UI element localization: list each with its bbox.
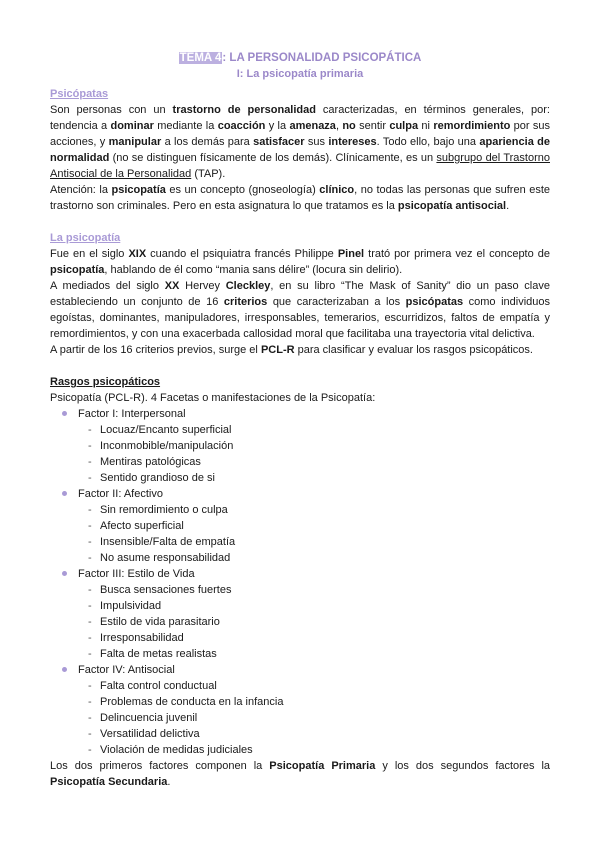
text-run: por sus acciones, y xyxy=(50,120,551,148)
bold-term: manipular xyxy=(108,136,162,148)
text-run: cuando el psiquiatra francés Philippe xyxy=(146,248,338,260)
bold-term: coacción xyxy=(217,120,266,132)
trait-label: Falta control conductual xyxy=(100,680,217,692)
text-run: caracterizadas, en términos generales, por: tendencia a xyxy=(50,104,550,132)
text-run: Fue en el siglo xyxy=(50,248,129,260)
text-run: como individuos egoístas, dominantes, manipuladores, irresponsables, temerarios, escurridizos, faltos de empatía y remordimientos, y con una exacerbada callosidad moral que facilitaba una trayectoria vital delictiva. xyxy=(50,296,550,340)
text-run: A mediados del siglo xyxy=(50,280,165,292)
paragraph: Psicopatía (PCL-R). 4 Facetas o manifestaciones de la Psicopatía: xyxy=(50,392,376,404)
bold-term: psicopatía xyxy=(111,184,166,196)
dash-marker: - xyxy=(88,472,92,484)
trait-item xyxy=(88,550,550,566)
text-run: (TAP). xyxy=(191,168,226,180)
bold-term: psicopatía antisocial xyxy=(397,200,507,212)
text-run: que caracterizaban a los xyxy=(267,296,406,308)
trait-label: Inconmobible/manipulación xyxy=(100,440,234,452)
bold-term: satisfacer xyxy=(253,136,305,148)
text-run: sentir xyxy=(355,120,390,132)
dash-marker: - xyxy=(88,744,92,756)
trait-label: Sin remordimiento o culpa xyxy=(100,504,228,516)
bold-term: XIX xyxy=(128,248,147,260)
text-run: para clasificar y evaluar los rasgos psicopáticos. xyxy=(294,344,533,356)
paragraph xyxy=(50,758,550,790)
dash-marker: - xyxy=(88,632,92,644)
trait-item xyxy=(88,726,550,742)
text-run: y la xyxy=(265,120,290,132)
bold-term: criterios xyxy=(223,296,268,308)
bold-term: PCL-R xyxy=(260,344,295,356)
trait-item xyxy=(88,518,550,534)
dash-marker: - xyxy=(88,504,92,516)
bold-term: amenaza xyxy=(289,120,336,132)
trait-label: Mentiras patológicas xyxy=(100,456,201,468)
factor-label: Factor IV: Antisocial xyxy=(78,664,175,676)
dash-marker: - xyxy=(88,696,92,708)
dash-marker: - xyxy=(88,712,92,724)
bold-term: Cleckley xyxy=(225,280,271,292)
factor-subitems xyxy=(78,678,550,758)
bold-term: dominar xyxy=(110,120,154,132)
bold-term: remordimiento xyxy=(433,120,511,132)
section-heading-psicopatas: Psicópatas xyxy=(50,88,109,100)
underlined-term: subgrupo del Trastorno Antisocial de la Personalidad xyxy=(50,152,550,180)
trait-item xyxy=(88,710,550,726)
bold-term: psicopatía xyxy=(50,264,105,276)
trait-item xyxy=(88,502,550,518)
paragraph xyxy=(50,278,550,342)
trait-item xyxy=(88,694,550,710)
text-run: . xyxy=(167,776,171,788)
factor-subitems xyxy=(78,422,550,486)
bold-term: intereses xyxy=(328,136,377,148)
text-run: ni xyxy=(418,120,434,132)
dash-marker: - xyxy=(88,552,92,564)
paragraph xyxy=(50,102,550,182)
trait-label: Sentido grandioso de si xyxy=(100,472,215,484)
document-subtitle: I: La psicopatía primaria xyxy=(236,68,364,80)
factor-item xyxy=(78,406,550,486)
bullet-icon xyxy=(62,411,67,416)
text-run: y los dos segundos factores la xyxy=(375,760,551,772)
factor-list xyxy=(50,406,550,758)
bold-term: Psicopatía Primaria xyxy=(269,760,376,772)
factor-item xyxy=(78,486,550,566)
factor-item xyxy=(78,662,550,758)
document-page xyxy=(50,50,550,790)
bold-term: no xyxy=(342,120,356,132)
factor-subitems xyxy=(78,582,550,662)
trait-label: Impulsividad xyxy=(100,600,162,612)
trait-label: Locuaz/Encanto superficial xyxy=(100,424,232,436)
paragraph xyxy=(50,246,550,278)
trait-label: Irresponsabilidad xyxy=(100,632,184,644)
trait-label: Problemas de conducta en la infancia xyxy=(100,696,284,708)
section-heading-la-psicopatia: La psicopatía xyxy=(50,232,121,244)
paragraph xyxy=(50,182,550,214)
text-run: . xyxy=(506,200,510,212)
trait-label: Delincuencia juvenil xyxy=(100,712,198,724)
trait-item xyxy=(88,534,550,550)
text-run: , en su libro “The Mask of Sanity” dio un paso clave estableciendo un conjunto de 16 xyxy=(50,280,550,308)
text-run: sus xyxy=(304,136,329,148)
text-run: Atención: la xyxy=(50,184,112,196)
dash-marker: - xyxy=(88,648,92,660)
title-text: : LA PERSONALIDAD PSICOPÁTICA xyxy=(222,52,422,64)
dash-marker: - xyxy=(88,536,92,548)
trait-item xyxy=(88,470,550,486)
title-tag: TEMA 4 xyxy=(179,52,222,64)
bold-term: apariencia de normalidad xyxy=(50,136,550,164)
text-run: , xyxy=(335,120,343,132)
trait-item xyxy=(88,678,550,694)
text-run: a los demás para xyxy=(161,136,254,148)
bullet-icon xyxy=(62,491,67,496)
text-run: Son personas con un xyxy=(50,104,173,116)
trait-label: Insensible/Falta de empatía xyxy=(100,536,236,548)
dash-marker: - xyxy=(88,680,92,692)
bold-term: Pinel xyxy=(337,248,365,260)
document-title xyxy=(50,50,550,66)
trait-item xyxy=(88,438,550,454)
text-run: (no se distinguen físicamente de los demás). Clínicamente, es un xyxy=(109,152,437,164)
factor-subitems xyxy=(78,502,550,566)
text-run: , no todas las personas que sufren este trastorno son criminales. Pero en esta asignatura lo que tratamos es la xyxy=(50,184,551,212)
dash-marker: - xyxy=(88,728,92,740)
dash-marker: - xyxy=(88,440,92,452)
factor-label: Factor III: Estilo de Vida xyxy=(78,568,195,580)
trait-item xyxy=(88,422,550,438)
trait-item xyxy=(88,598,550,614)
dash-marker: - xyxy=(88,584,92,596)
text-run: . Todo ello, bajo una xyxy=(376,136,480,148)
dash-marker: - xyxy=(88,616,92,628)
bullet-icon xyxy=(62,571,67,576)
text-run: es un concepto (gnoseología) xyxy=(165,184,320,196)
trait-item xyxy=(88,630,550,646)
trait-item xyxy=(88,742,550,758)
text-run: Los dos primeros factores componen la xyxy=(50,760,270,772)
dash-marker: - xyxy=(88,520,92,532)
bold-term: trastorno de personalidad xyxy=(172,104,316,116)
paragraph xyxy=(50,342,550,358)
dash-marker: - xyxy=(88,600,92,612)
bold-term: Psicopatía Secundaria xyxy=(50,776,168,788)
dash-marker: - xyxy=(88,456,92,468)
bullet-icon xyxy=(62,667,67,672)
trait-label: Estilo de vida parasitario xyxy=(100,616,220,628)
trait-item xyxy=(88,582,550,598)
trait-item xyxy=(88,614,550,630)
trait-label: Falta de metas realistas xyxy=(100,648,217,660)
bold-term: XX xyxy=(164,280,180,292)
text-run: Hervey xyxy=(179,280,226,292)
trait-label: Violación de medidas judiciales xyxy=(100,744,253,756)
bold-term: psicópatas xyxy=(405,296,464,308)
trait-label: Afecto superficial xyxy=(100,520,184,532)
trait-label: Versatilidad delictiva xyxy=(100,728,200,740)
text-run: A partir de los 16 criterios previos, surge el xyxy=(50,344,261,356)
text-run: trató por primera vez el concepto de xyxy=(364,248,550,260)
text-run: , hablando de él como “mania sans délire” (locura sin delirio). xyxy=(104,264,403,276)
section-heading-rasgos: Rasgos psicopáticos xyxy=(50,376,161,388)
factor-label: Factor I: Interpersonal xyxy=(78,408,186,420)
trait-label: Busca sensaciones fuertes xyxy=(100,584,232,596)
bold-term: clínico xyxy=(319,184,355,196)
factor-label: Factor II: Afectivo xyxy=(78,488,163,500)
bold-term: culpa xyxy=(389,120,419,132)
dash-marker: - xyxy=(88,424,92,436)
trait-item xyxy=(88,454,550,470)
trait-item xyxy=(88,646,550,662)
trait-label: No asume responsabilidad xyxy=(100,552,231,564)
text-run: mediante la xyxy=(153,120,218,132)
factor-item xyxy=(78,566,550,662)
